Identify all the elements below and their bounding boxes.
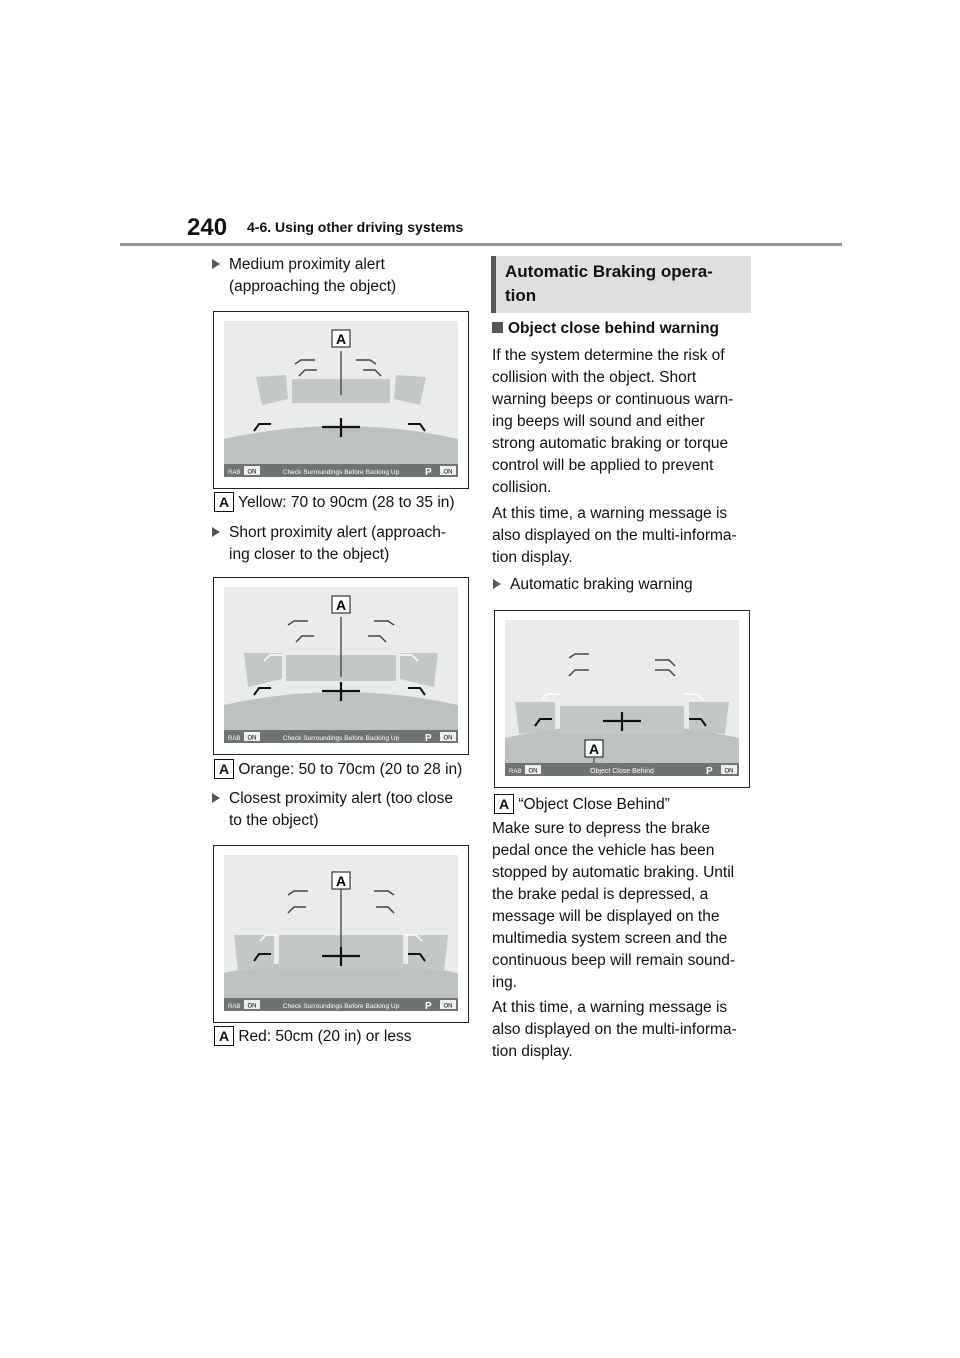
on-label: ON bbox=[247, 1003, 257, 1010]
caption-object-close bbox=[494, 794, 670, 816]
section-heading bbox=[505, 260, 745, 308]
caption-text: “Object Close Behind” bbox=[518, 796, 670, 813]
caption-text: Orange: 50 to 70cm (20 to 28 in) bbox=[238, 761, 463, 778]
on-label: ON bbox=[443, 735, 453, 742]
bullet-text: Closest proximity alert (too close bbox=[229, 790, 453, 807]
text-line: If the system determine the risk of bbox=[492, 347, 725, 364]
on-label: ON bbox=[247, 469, 257, 476]
text-line: control will be applied to prevent bbox=[492, 457, 714, 474]
caption-red bbox=[214, 1026, 411, 1048]
text-line: warning beeps or continuous warn- bbox=[492, 391, 734, 408]
bullet-arrow-icon bbox=[212, 527, 220, 537]
parking-icon: P bbox=[425, 1001, 432, 1011]
bullet-arrow-icon bbox=[493, 579, 501, 589]
heading-bar bbox=[491, 256, 496, 313]
on-label: ON bbox=[443, 1003, 453, 1010]
guide-lines-mid bbox=[541, 694, 703, 700]
text-line: ing beeps will sound and either bbox=[492, 413, 705, 430]
bullet-short-alert bbox=[229, 522, 446, 566]
side-zone-right bbox=[400, 653, 438, 687]
callout-a: A bbox=[214, 1026, 234, 1046]
section-title: 4-6. Using other driving systems bbox=[247, 219, 464, 235]
parking-icon: P bbox=[425, 733, 432, 743]
callout-a: A bbox=[214, 759, 234, 779]
bullet-text: Automatic braking warning bbox=[510, 576, 693, 593]
rab-label: RAB bbox=[228, 470, 241, 476]
camera-view bbox=[224, 321, 458, 477]
subheading bbox=[492, 320, 719, 338]
camera-screen bbox=[224, 587, 458, 743]
text-line: continuous beep will remain sound- bbox=[492, 952, 735, 969]
text-line: strong automatic braking or torque bbox=[492, 435, 729, 452]
camera-view bbox=[224, 855, 458, 1011]
text-line: the brake pedal is depressed, a bbox=[492, 886, 709, 903]
subheading-text: Object close behind warning bbox=[508, 320, 720, 337]
camera-screen bbox=[224, 855, 458, 1011]
guide-lines-upper bbox=[295, 360, 381, 376]
on-label: ON bbox=[247, 735, 257, 742]
caption-yellow bbox=[214, 492, 455, 514]
heading-line: Automatic Braking opera- bbox=[505, 262, 713, 281]
figure-short-alert bbox=[213, 577, 469, 755]
status-message: Check Surroundings Before Backing Up bbox=[282, 469, 400, 476]
bullet-text: (approaching the object) bbox=[229, 278, 397, 295]
side-zone-left bbox=[244, 653, 282, 687]
figure-closest-alert bbox=[213, 845, 469, 1023]
bullet-text: Short proximity alert (approach- bbox=[229, 524, 447, 541]
callout-letter: A bbox=[335, 873, 347, 889]
bullet-arrow-icon bbox=[212, 793, 220, 803]
camera-view bbox=[224, 587, 458, 743]
camera-view bbox=[505, 620, 739, 776]
on-label: ON bbox=[724, 768, 734, 775]
bullet-text: ing closer to the object) bbox=[229, 546, 390, 563]
rab-label: RAB bbox=[228, 1004, 241, 1010]
figure-braking-warning bbox=[494, 610, 750, 788]
guide-lines-upper bbox=[569, 654, 675, 676]
heading-line: tion bbox=[505, 286, 537, 305]
text-line: pedal once the vehicle has been bbox=[492, 842, 715, 859]
text-line: At this time, a warning message is bbox=[492, 999, 728, 1016]
camera-screen bbox=[505, 620, 739, 776]
paragraph-4 bbox=[492, 997, 737, 1063]
on-label: ON bbox=[443, 469, 453, 476]
status-message: Check Surroundings Before Backing Up bbox=[282, 735, 400, 742]
text-line: Make sure to depress the brake bbox=[492, 820, 710, 837]
paragraph-2 bbox=[492, 503, 737, 569]
on-label: ON bbox=[528, 768, 538, 775]
callout-a: A bbox=[494, 794, 514, 814]
paragraph-3 bbox=[492, 818, 735, 994]
text-line: message will be displayed on the bbox=[492, 908, 720, 925]
square-bullet-icon bbox=[492, 322, 503, 333]
text-line: collision with the object. Short bbox=[492, 369, 697, 386]
parking-icon: P bbox=[425, 467, 432, 477]
section-heading-box bbox=[491, 256, 751, 313]
text-line: At this time, a warning message is bbox=[492, 505, 728, 522]
side-zone-left bbox=[256, 375, 288, 405]
text-line: also displayed on the multi-informa- bbox=[492, 527, 737, 544]
figure-medium-alert bbox=[213, 311, 469, 489]
bullet-arrow-icon bbox=[212, 259, 220, 269]
caption-text: Yellow: 70 to 90cm (28 to 35 in) bbox=[238, 494, 455, 511]
caption-text: Red: 50cm (20 in) or less bbox=[238, 1028, 412, 1045]
callout-a: A bbox=[214, 492, 234, 512]
header-rule bbox=[120, 243, 842, 246]
page-number: 240 bbox=[187, 214, 228, 241]
rab-label: RAB bbox=[509, 769, 522, 775]
text-line: also displayed on the multi-informa- bbox=[492, 1021, 737, 1038]
callout-letter: A bbox=[335, 597, 347, 613]
rab-label: RAB bbox=[228, 736, 241, 742]
bullet-text: Medium proximity alert bbox=[229, 256, 385, 273]
callout-letter: A bbox=[588, 741, 600, 757]
bullet-text: to the object) bbox=[229, 812, 319, 829]
bullet-closest-alert bbox=[229, 788, 453, 832]
bullet-medium-alert bbox=[229, 254, 396, 298]
text-line: stopped by automatic braking. Until bbox=[492, 864, 735, 881]
side-zone-right bbox=[394, 375, 426, 405]
text-line: ing. bbox=[492, 974, 517, 991]
caption-orange bbox=[214, 759, 462, 781]
text-line: collision. bbox=[492, 479, 552, 496]
paragraph-1 bbox=[492, 345, 733, 499]
text-line: tion display. bbox=[492, 549, 573, 566]
camera-screen bbox=[224, 321, 458, 477]
status-message: Object Close Behind bbox=[590, 768, 654, 775]
status-message: Check Surroundings Before Backing Up bbox=[282, 1003, 400, 1010]
bullet-braking-warning bbox=[510, 574, 693, 596]
text-line: tion display. bbox=[492, 1043, 573, 1060]
text-line: multimedia system screen and the bbox=[492, 930, 728, 947]
parking-icon: P bbox=[706, 766, 713, 776]
callout-letter: A bbox=[335, 331, 347, 347]
